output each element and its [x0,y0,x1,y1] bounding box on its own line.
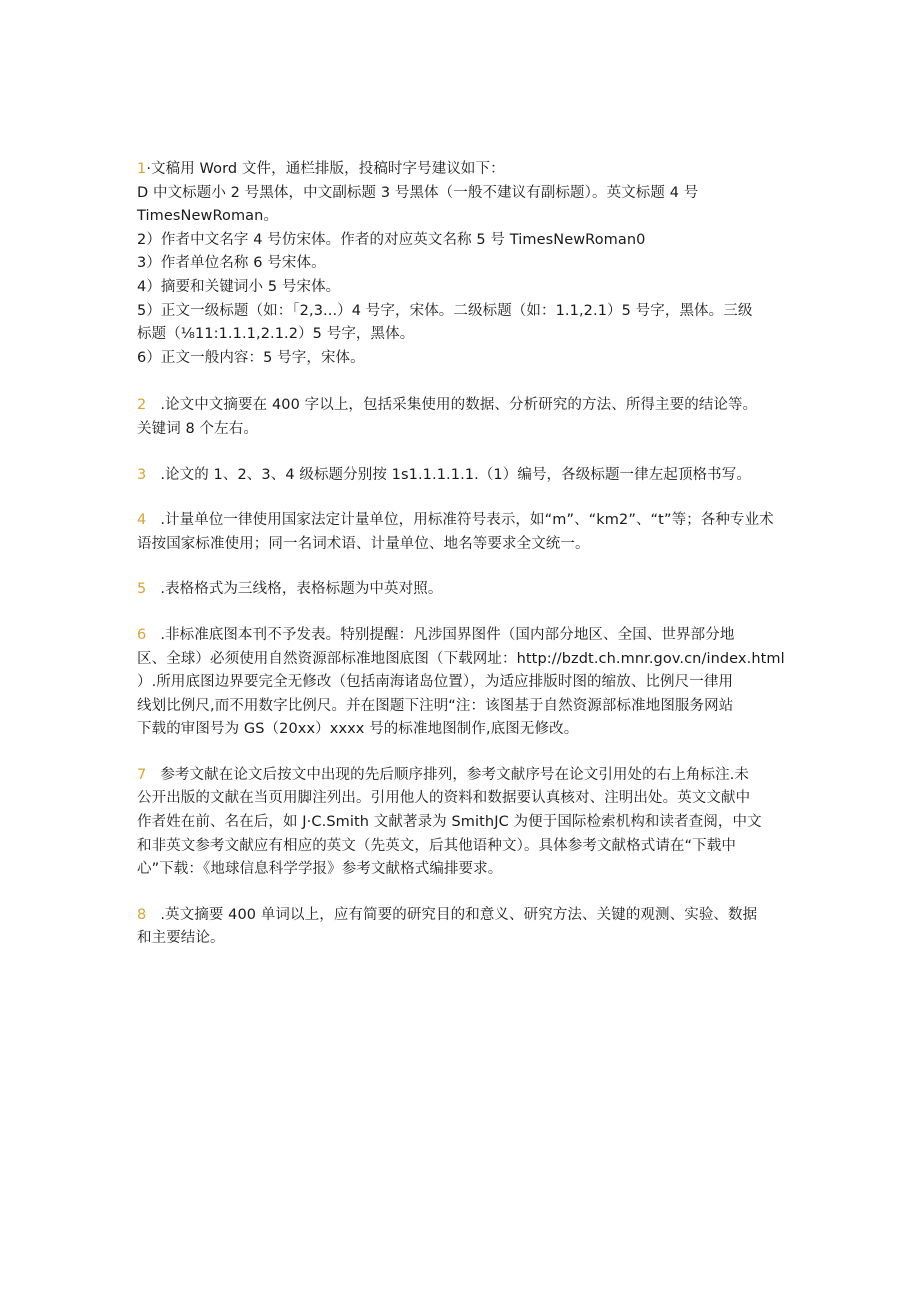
section-1-line: 3）作者单位名称 6 号宋体。 [137,255,326,272]
section-6-first: 6 .非标准底图本刊不予发表。特别提醒：凡涉国界图件（国内部分地区、全国、世界部分地 [137,626,735,643]
section-2-first: 2 .论文中文摘要在 400 字以上，包括采集使用的数据、分析研究的方法、所得主要的结论等。 [137,397,758,414]
section-3 [137,464,797,488]
section-8 [137,904,797,951]
section-1-line: D 中文标题小 2 号黑体，中文副标题 3 号黑体（一般不建议有副标题）。英文标题 4 号 [137,184,699,201]
section-number: 2 [137,397,147,414]
section-number: 6 [137,626,147,643]
section-4-line: 语按国家标准使用；同一名词术语、计量单位、地名等要求全文统一。 [137,535,590,552]
section-1-intro: 1·文稿用 Word 文件，通栏排版，投稿时字号建议如下： [137,161,505,177]
section-4 [137,509,797,556]
section-7-line: 和非英文参考文献应有相应的英文（先英文，后其他语种文）。具体参考文献格式请在“下载中 [137,837,736,854]
section-2 [137,394,797,441]
section-7-line: 作者姓在前、名在后，如 J·C.Smith 文献著录为 SmithJC 为便于国际检索机构和读者查阅，中文 [137,814,762,831]
section-5 [137,578,797,602]
section-1 [137,158,797,370]
section-number: 3 [137,466,147,483]
section-8-first: 8 .英文摘要 400 单词以上，应有简要的研究目的和意义、研究方法、关键的观测、实验、数据 [137,906,758,923]
section-number: 1 [137,161,147,177]
section-6-line: 线划比例尺,而不用数字比例尺。并在图题下注明“注：该图基于自然资源部标准地图服务网站 [137,697,734,714]
section-2-line: 关键词 8 个左右。 [137,420,258,437]
section-5-first: 5 .表格格式为三线格，表格标题为中英对照。 [137,581,443,598]
section-6-line: 区、全球）必须使用自然资源部标准地图底图（下载网址：http://bzdt.ch.mnr.gov.cn/index.html [137,650,785,667]
section-6-line: ）.所用底图边界要完全无修改（包括南海诸岛位置），为适应排版时图的缩放、比例尺一律用 [137,674,734,691]
section-1-line: TimesNewRoman。 [137,208,279,225]
section-6 [137,624,797,742]
section-1-line: 标题（⅛11:1.1.1,2.1.2）5 号字，黑体。 [137,326,415,343]
section-1-line: 5）正文一级标题（如：「2,3...）4 号字，宋体。二级标题（如：1.1,2.1）5 号字，黑体。三级 [137,302,753,319]
section-1-line: 4）摘要和关键词小 5 号宋体。 [137,278,341,295]
section-4-first: 4 .计量单位一律使用国家法定计量单位，用标准符号表示，如“m”、“km2”、“t”等；各种专业术 [137,512,774,529]
section-number: 7 [137,766,147,783]
document-body [137,158,797,951]
section-number: 4 [137,512,147,529]
section-7 [137,764,797,882]
section-number: 5 [137,581,147,598]
section-3-first: 3 .论文的 1、2、3、4 级标题分别按 1s1.1.1.1.1.（1）编号，各级标题一律左起顶格书写。 [137,466,751,483]
section-7-line: 公开出版的文献在当页用脚注列出。引用他人的资料和数据要认真核对、注明出处。英文文献中 [137,790,751,807]
section-6-line: 下载的审图号为 GS（20xx）xxxx 号的标准地图制作,底图无修改。 [137,721,579,738]
section-7-first: 7 参考文献在论文后按文中出现的先后顺序排列，参考文献序号在论文引用处的右上角标注.未 [137,766,750,783]
section-1-line: 2）作者中文名字 4 号仿宋体。作者的对应英文名称 5 号 TimesNewRoman0 [137,231,646,248]
section-7-line: 心”下载：《地球信息科学学报》参考文献格式编排要求。 [137,861,503,878]
section-1-line: 6）正文一般内容：5 号字，宋体。 [137,349,365,366]
section-number: 8 [137,906,147,923]
section-8-line: 和主要结论。 [137,930,225,947]
